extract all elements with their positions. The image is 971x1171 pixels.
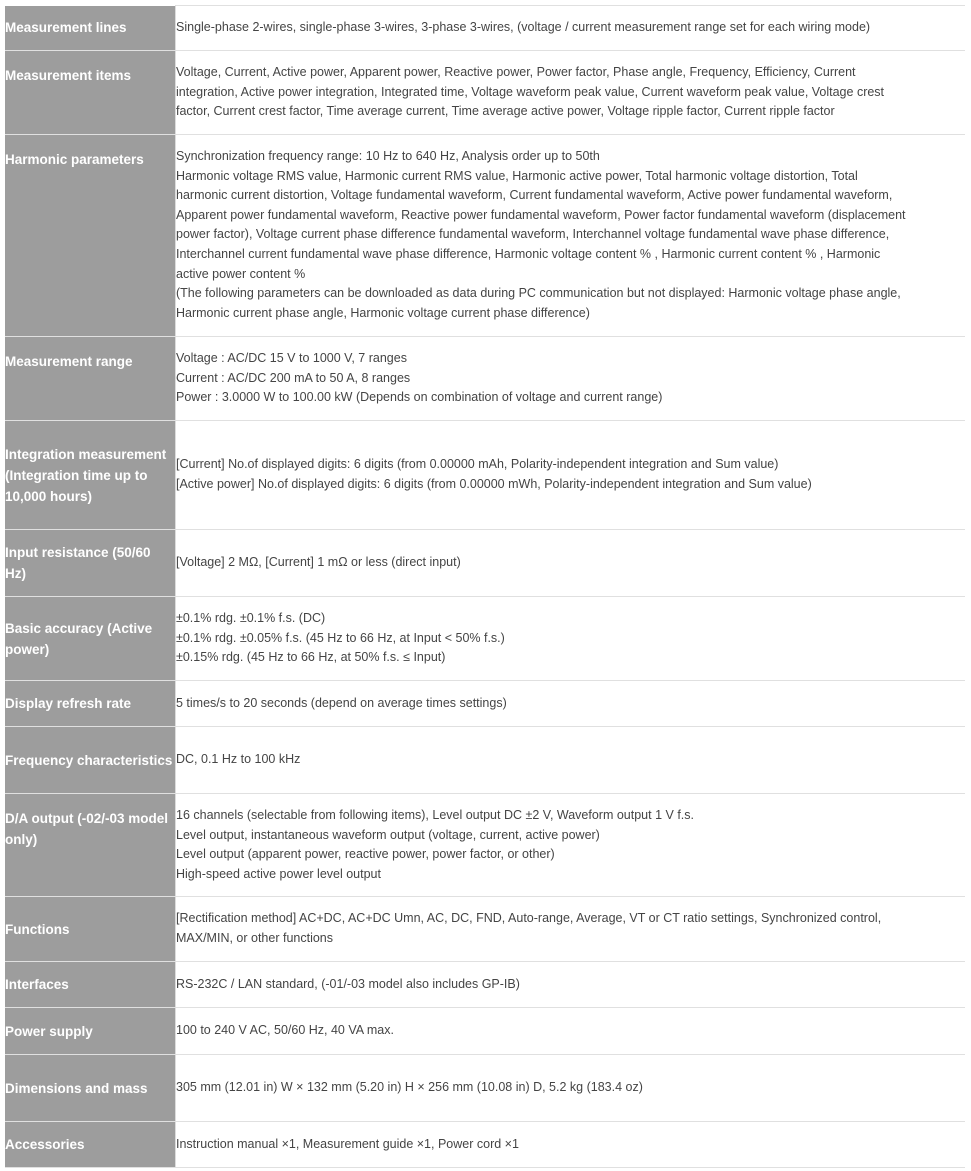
spec-row-interfaces [5, 962, 965, 1008]
spec-value [176, 794, 966, 897]
spec-value [176, 1055, 966, 1122]
spec-label: Measurement lines [5, 6, 176, 51]
spec-value [176, 1122, 966, 1168]
spec-row-da-output [5, 794, 965, 897]
spec-value-line: 100 to 240 V AC, 50/60 Hz, 40 VA max. [176, 1023, 394, 1038]
spec-value-line: Apparent power fundamental waveform, Reactive power fundamental waveform, Power factor fundamental waveform (displacement [176, 207, 906, 222]
spec-label: Dimensions and mass [5, 1055, 176, 1122]
spec-value [176, 337, 966, 421]
spec-value-line: harmonic current distortion, Voltage fundamental waveform, Current fundamental waveform, Active power fundamental waveform, [176, 188, 893, 203]
spec-value-line: RS-232C / LAN standard, (-01/-03 model also includes GP-IB) [176, 976, 520, 991]
spec-value-line: ±0.1% rdg. ±0.05% f.s. (45 Hz to 66 Hz, at Input < 50% f.s.) [176, 630, 505, 645]
spec-value-line: 5 times/s to 20 seconds (depend on average times settings) [176, 695, 507, 710]
spec-row-power-supply [5, 1008, 965, 1055]
spec-value [176, 51, 966, 135]
spec-label: Interfaces [5, 962, 176, 1008]
spec-label: Power supply [5, 1008, 176, 1055]
spec-label: Measurement items [5, 51, 176, 135]
spec-value-line: power factor), Voltage current phase difference fundamental waveform, Interchannel voltage fundamental wave phase difference, [176, 227, 890, 242]
spec-value-line: 16 channels (selectable from following items), Level output DC ±2 V, Waveform output 1 V f.s. [176, 808, 694, 822]
spec-value-line: [Voltage] 2 MΩ, [Current] 1 mΩ or less (direct input) [176, 555, 461, 570]
spec-row-dimensions-and-mass [5, 1055, 965, 1122]
spec-value-line: DC, 0.1 Hz to 100 kHz [176, 752, 301, 767]
spec-row-measurement-lines [5, 6, 965, 51]
spec-value-line: Power : 3.0000 W to 100.00 kW (Depends on combination of voltage and current range) [176, 390, 663, 405]
spec-value-line: Interchannel current fundamental wave phase difference, Harmonic voltage content % , Harmonic current content % , Harmonic [176, 246, 881, 261]
spec-value-line: ±0.1% rdg. ±0.1% f.s. (DC) [176, 611, 326, 626]
spec-label: Frequency characteristics [5, 727, 176, 794]
spec-value-line: integration, Active power integration, Integrated time, Voltage waveform peak value, Current waveform peak value, Voltage crest [176, 84, 885, 99]
spec-row-input-resistance [5, 530, 965, 597]
spec-label: Accessories [5, 1122, 176, 1168]
spec-value-line: ±0.15% rdg. (45 Hz to 66 Hz, at 50% f.s. ≤ Input) [176, 650, 446, 665]
spec-row-integration-measurement [5, 421, 965, 530]
spec-value-line: Instruction manual ×1, Measurement guide ×1, Power cord ×1 [176, 1136, 519, 1151]
spec-row-functions [5, 897, 965, 962]
spec-value-line: Harmonic current phase angle, Harmonic voltage current phase difference) [176, 305, 590, 320]
spec-value-line: [Active power] No.of displayed digits: 6 digits (from 0.00000 mWh, Polarity-independent integration and Sum value) [176, 477, 812, 491]
spec-value-line: (The following parameters can be downloaded as data during PC communication but not displayed: Harmonic voltage phase angle, [176, 286, 901, 301]
spec-value [176, 421, 966, 530]
spec-value-line: 305 mm (12.01 in) W × 132 mm (5.20 in) H × 256 mm (10.08 in) D, 5.2 kg (183.4 oz) [176, 1080, 643, 1095]
spec-value-line: Synchronization frequency range: 10 Hz to 640 Hz, Analysis order up to 50th [176, 149, 600, 163]
spec-row-accessories [5, 1122, 965, 1168]
spec-value [176, 897, 966, 962]
spec-value-line: Voltage, Current, Active power, Apparent power, Reactive power, Power factor, Phase angle, Frequency, Efficiency, Current [176, 65, 856, 79]
spec-value-line: Voltage : AC/DC 15 V to 1000 V, 7 ranges [176, 351, 407, 365]
spec-label: Input resistance (50/60 Hz) [5, 530, 176, 597]
spec-label: Harmonic parameters [5, 135, 176, 337]
spec-row-measurement-items [5, 51, 965, 135]
spec-value-line: Level output, instantaneous waveform output (voltage, current, active power) [176, 827, 600, 842]
spec-value-line: factor, Current crest factor, Time average current, Time average active power, Voltage ripple factor, Current ripple factor [176, 104, 835, 119]
specifications-table [5, 5, 965, 1168]
spec-value-line: [Rectification method] AC+DC, AC+DC Umn, AC, DC, FND, Auto-range, Average, VT or CT ratio settings, Synchronized control, [176, 911, 882, 926]
spec-row-measurement-range [5, 337, 965, 421]
spec-value-line: High-speed active power level output [176, 866, 381, 881]
spec-value [176, 962, 966, 1008]
spec-value-line: [Current] No.of displayed digits: 6 digits (from 0.00000 mAh, Polarity-independent integration and Sum value) [176, 457, 779, 472]
spec-value-line: Harmonic voltage RMS value, Harmonic current RMS value, Harmonic active power, Total harmonic voltage distortion, Total [176, 168, 858, 183]
spec-value-line: Current : AC/DC 200 mA to 50 A, 8 ranges [176, 370, 411, 385]
spec-value [176, 597, 966, 681]
spec-value [176, 530, 966, 597]
spec-value-line: Level output (apparent power, reactive power, power factor, or other) [176, 847, 555, 862]
spec-row-basic-accuracy [5, 597, 965, 681]
spec-value-line: active power content % [176, 266, 306, 281]
spec-label: D/A output (-02/-03 model only) [5, 794, 176, 897]
spec-value [176, 681, 966, 727]
spec-value [176, 1008, 966, 1055]
spec-label: Basic accuracy (Active power) [5, 597, 176, 681]
spec-label: Measurement range [5, 337, 176, 421]
spec-row-frequency-characteristics [5, 727, 965, 794]
spec-label: Integration measurement (Integration time up to 10,000 hours) [5, 421, 176, 530]
spec-value [176, 727, 966, 794]
spec-value-line: Single-phase 2-wires, single-phase 3-wires, 3-phase 3-wires, (voltage / current measurement range set for each wiring mode) [176, 20, 871, 35]
spec-row-display-refresh-rate [5, 681, 965, 727]
spec-label: Display refresh rate [5, 681, 176, 727]
spec-value [176, 6, 966, 51]
spec-value [176, 135, 966, 337]
spec-label: Functions [5, 897, 176, 962]
spec-row-harmonic-parameters [5, 135, 965, 337]
spec-value-line: MAX/MIN, or other functions [176, 931, 334, 945]
